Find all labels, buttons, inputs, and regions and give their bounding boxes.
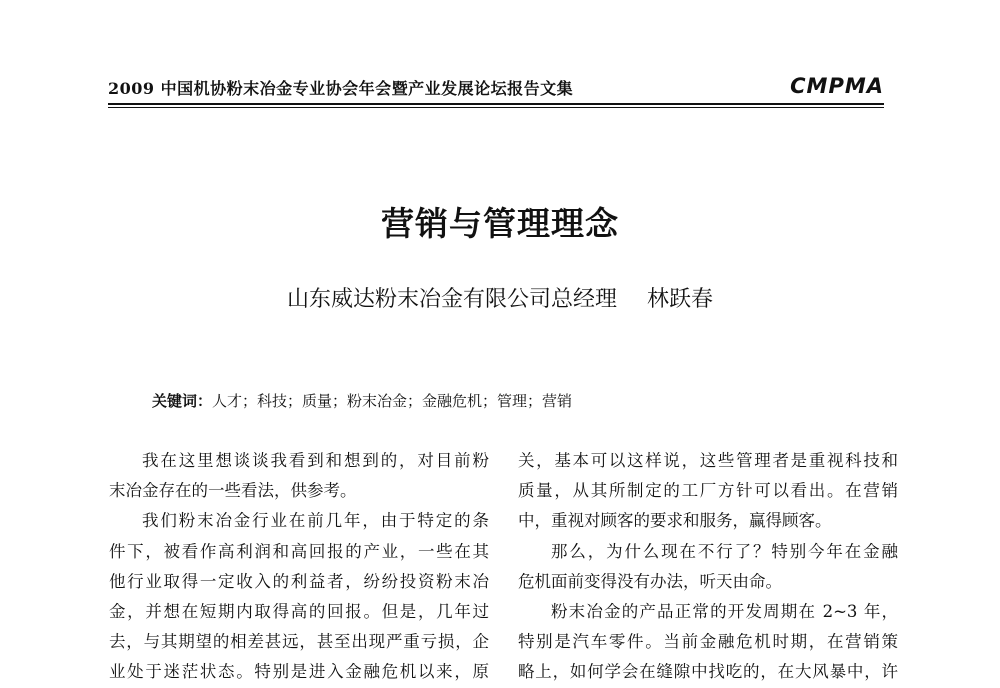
text-line: 质量，从其所制定的工厂方针可以看出。在营销 [518, 481, 898, 501]
text-line: 业处于迷茫状态。特别是进入金融危机以来，原 [109, 662, 489, 682]
header-proceedings-title: 2009 中国机协粉末冶金专业协会年会暨产业发展论坛报告文集 [108, 79, 574, 98]
byline [0, 282, 1000, 313]
text-line: 略上，如何学会在缝隙中找吃的，在大风暴中，许 [518, 662, 898, 682]
text-line: 金，并想在短期内取得高的回报。但是，几年过 [109, 601, 489, 621]
text-line: 件下，被看作高利润和高回报的产业，一些在其 [109, 541, 489, 561]
author-name: 林跃春 [647, 287, 714, 312]
text-line: 粉末冶金的产品正常的开发周期在 2~3 年， [551, 601, 898, 621]
text-line: 中，重视对顾客的要求和服务，赢得顾客。 [518, 511, 832, 531]
text-line: 末冶金存在的一些看法，供参考。 [109, 481, 357, 501]
text-line: 我们粉末冶金行业在前几年，由于特定的条 [142, 511, 489, 531]
article-title: 营销与管理理念 [381, 204, 619, 243]
keywords [152, 390, 572, 411]
author-affiliation: 山东威达粉末冶金有限公司总经理 [286, 287, 617, 312]
cmpma-logo: CMPMA [790, 74, 884, 98]
body-right-column [518, 446, 898, 688]
header-rule-thin [108, 107, 884, 108]
text-line: 他行业取得一定收入的利益者，纷纷投资粉末冶 [109, 571, 489, 591]
text-line: 那么，为什么现在不行了？特别今年在金融 [551, 541, 898, 561]
text-line: 关，基本可以这样说，这些管理者是重视科技和 [518, 451, 898, 470]
keywords-list: 人才；科技；质量；粉末冶金；金融危机；管理；营销 [212, 392, 573, 410]
keywords-label: 关键词： [152, 392, 213, 410]
text-line: 危机面前变得没有办法，听天由命。 [518, 571, 782, 591]
text-line: 我在这里想谈谈我看到和想到的，对目前粉 [142, 451, 489, 470]
body-left-column [109, 446, 489, 688]
running-header [108, 74, 884, 100]
text-line: 特别是汽车零件。当前金融危机时期，在营销策 [518, 632, 898, 652]
header-rule-thick [108, 103, 884, 105]
text-line: 去，与其期望的相差甚远，甚至出现严重亏损，企 [109, 632, 489, 652]
